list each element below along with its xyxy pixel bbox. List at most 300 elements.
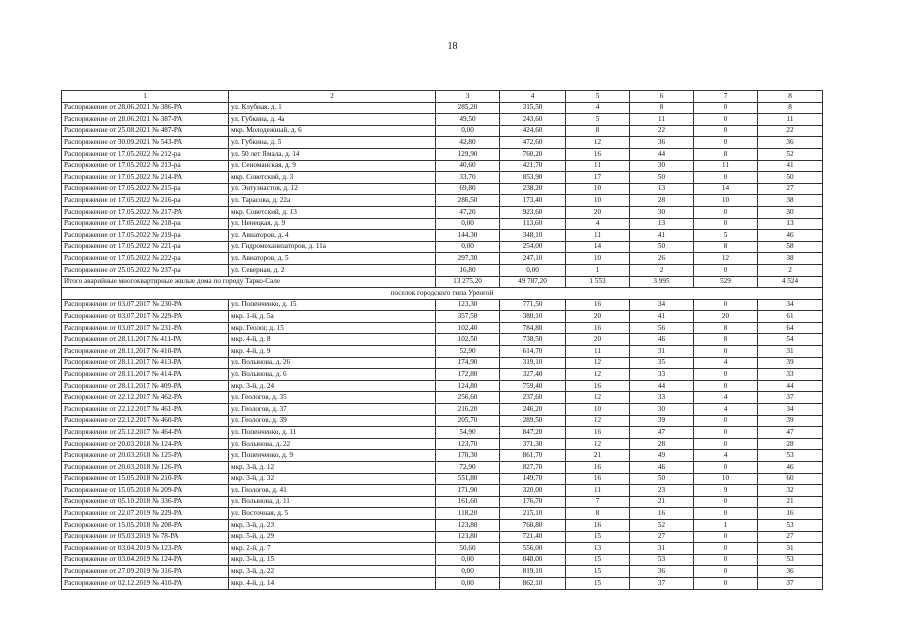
address-cell: ул. Авиаторов, д. 4 [229,230,436,242]
area-1-cell: 124,80 [436,380,500,392]
area-1-cell: 47,20 [436,206,500,218]
document-cell: Распоряжение от 03.04.2019 № 123-РА [62,543,229,555]
count-total-cell: 34 [758,299,823,311]
count-1-cell: 11 [566,485,630,497]
count-total-cell: 64 [758,322,823,334]
address-cell: ул. Волынова, д. 22 [229,438,436,450]
table-row [62,427,823,439]
area-2-cell: 49 787,20 [500,276,566,288]
area-1-cell: 285,20 [436,102,500,114]
address-cell: ул. Волынова, д. 26 [229,357,436,369]
address-cell: ул. Попенченко, д. 15 [229,299,436,311]
document-cell: Распоряжение от 22.12.2017 № 462-РА [62,392,229,404]
count-3-cell: 10 [694,195,758,207]
table-row [62,148,823,160]
area-1-cell: 0,00 [436,554,500,566]
count-1-cell: 8 [566,508,630,520]
count-3-cell: 11 [694,160,758,172]
count-2-cell: 21 [630,496,694,508]
address-cell: ул. Геологов, д. 37 [229,404,436,416]
area-2-cell: 320,00 [500,485,566,497]
column-header-6: 6 [630,91,694,103]
document-cell: Распоряжение от 17.05.2022 № 217-РА [62,206,229,218]
header-row [62,91,823,103]
area-2-cell: 738,50 [500,334,566,346]
count-1-cell: 12 [566,415,630,427]
address-cell: ул. Волынова, д. 11 [229,496,436,508]
area-1-cell: 102,50 [436,334,500,346]
count-3-cell: 14 [694,183,758,195]
area-1-cell: 42,80 [436,137,500,149]
count-total-cell: 47 [758,427,823,439]
count-3-cell: 5 [694,230,758,242]
document-cell: Распоряжение от 03.04.2019 № 124-РА [62,554,229,566]
count-3-cell: 0 [694,427,758,439]
section-title: поселок городского типа Уренгой [62,288,823,300]
count-1-cell: 16 [566,299,630,311]
count-1-cell: 7 [566,496,630,508]
area-1-cell: 40,60 [436,160,500,172]
count-1-cell: 13 [566,543,630,555]
count-total-cell: 4 524 [758,276,823,288]
area-1-cell: 551,80 [436,473,500,485]
area-1-cell: 0,00 [436,577,500,589]
document-cell: Распоряжение от 28.06.2021 № 386-РА [62,102,229,114]
document-cell: Распоряжение от 17.05.2022 № 212-ра [62,148,229,160]
count-2-cell: 34 [630,299,694,311]
area-2-cell: 847,20 [500,427,566,439]
document-cell: Распоряжение от 28.11.2017 № 414-РА [62,369,229,381]
count-total-cell: 38 [758,253,823,265]
document-cell: Распоряжение от 02.12.2019 № 410-РА [62,577,229,589]
table-row [62,508,823,520]
count-total-cell: 41 [758,160,823,172]
count-1-cell: 4 [566,218,630,230]
count-total-cell: 13 [758,218,823,230]
area-1-cell: 123,80 [436,519,500,531]
count-3-cell: 0 [694,218,758,230]
document-cell: Распоряжение от 30.09.2021 № 543-РА [62,137,229,149]
count-3-cell: 0 [694,462,758,474]
table-row [62,415,823,427]
count-2-cell: 31 [630,543,694,555]
count-total-cell: 32 [758,485,823,497]
document-cell: Распоряжение от 17.05.2022 № 214-РА [62,172,229,184]
count-1-cell: 16 [566,322,630,334]
count-3-cell: 8 [694,322,758,334]
area-2-cell: 771,50 [500,299,566,311]
document-cell: Распоряжение от 22.12.2017 № 460-РА [62,415,229,427]
address-cell: ул. Ненецкая, д. 9 [229,218,436,230]
document-cell: Распоряжение от 25.08.2021 № 487-РА [62,125,229,137]
count-1-cell: 8 [566,125,630,137]
area-1-cell: 170,30 [436,450,500,462]
table-row [62,218,823,230]
count-1-cell: 1 553 [566,276,630,288]
table-row [62,369,823,381]
count-1-cell: 21 [566,450,630,462]
area-1-cell: 357,50 [436,311,500,323]
table-row [62,322,823,334]
count-3-cell: 0 [694,206,758,218]
count-3-cell: 10 [694,473,758,485]
document-cell: Распоряжение от 15.05.2018 № 210-РА [62,473,229,485]
area-2-cell: 0,00 [500,264,566,276]
count-3-cell: 0 [694,531,758,543]
area-2-cell: 862,10 [500,577,566,589]
area-1-cell: 0,00 [436,125,500,137]
area-2-cell: 319,10 [500,357,566,369]
count-total-cell: 54 [758,334,823,346]
count-1-cell: 10 [566,195,630,207]
count-2-cell: 46 [630,334,694,346]
document-cell: Распоряжение от 22.07.2019 № 229-РА [62,508,229,520]
table-row [62,519,823,531]
table-row [62,357,823,369]
housing-table [61,90,823,590]
area-1-cell: 129,90 [436,148,500,160]
count-total-cell: 27 [758,183,823,195]
area-2-cell: 173,40 [500,195,566,207]
address-cell: мкр. 2-й, д. 7 [229,543,436,555]
area-2-cell: 247,10 [500,253,566,265]
area-2-cell: 923,60 [500,206,566,218]
count-2-cell: 37 [630,577,694,589]
document-cell: Распоряжение от 25.05.2022 № 237-ра [62,264,229,276]
count-2-cell: 11 [630,114,694,126]
table-row [62,577,823,589]
count-1-cell: 16 [566,462,630,474]
document-cell: Распоряжение от 17.05.2022 № 213-ра [62,160,229,172]
count-1-cell: 11 [566,346,630,358]
count-total-cell: 44 [758,380,823,392]
table-row [62,102,823,114]
address-cell: мкр. 4-й, д. 8 [229,334,436,346]
count-total-cell: 31 [758,346,823,358]
area-1-cell: 72,90 [436,462,500,474]
count-3-cell: 1 [694,519,758,531]
address-cell: мкр. 3-й, д. 32 [229,473,436,485]
address-cell: ул. Гидромеханизаторов, д. 11а [229,241,436,253]
document-cell: Распоряжение от 20.03.2018 № 125-РА [62,450,229,462]
area-1-cell: 297,30 [436,253,500,265]
address-cell: мкр. 3-й, д. 15 [229,554,436,566]
count-3-cell: 0 [694,299,758,311]
count-total-cell: 46 [758,462,823,474]
count-total-cell: 8 [758,102,823,114]
count-2-cell: 50 [630,473,694,485]
count-2-cell: 53 [630,554,694,566]
count-2-cell: 27 [630,531,694,543]
count-2-cell: 56 [630,322,694,334]
count-2-cell: 36 [630,137,694,149]
table-row [62,172,823,184]
count-1-cell: 20 [566,311,630,323]
count-1-cell: 12 [566,438,630,450]
count-2-cell: 44 [630,148,694,160]
area-2-cell: 113,60 [500,218,566,230]
area-1-cell: 118,20 [436,508,500,520]
count-3-cell: 0 [694,543,758,555]
count-3-cell: 4 [694,450,758,462]
count-total-cell: 50 [758,172,823,184]
column-header-8: 8 [758,91,823,103]
document-cell: Распоряжение от 05.10.2018 № 336-РА [62,496,229,508]
document-cell: Распоряжение от 20.03.2018 № 126-РА [62,462,229,474]
column-header-2: 2 [229,91,436,103]
table-row [62,450,823,462]
count-3-cell: 0 [694,415,758,427]
count-2-cell: 47 [630,427,694,439]
area-1-cell: 0,00 [436,566,500,578]
count-total-cell: 39 [758,357,823,369]
document-cell: Распоряжение от 22.12.2017 № 461-РА [62,404,229,416]
column-header-4: 4 [500,91,566,103]
area-2-cell: 237,60 [500,392,566,404]
area-2-cell: 380,10 [500,311,566,323]
column-header-5: 5 [566,91,630,103]
subtotal-row [62,276,823,288]
area-2-cell: 421,70 [500,160,566,172]
count-1-cell: 15 [566,566,630,578]
count-2-cell: 23 [630,485,694,497]
address-cell: мкр. Молодежный, д. 6 [229,125,436,137]
count-3-cell: 4 [694,404,758,416]
area-2-cell: 819,10 [500,566,566,578]
area-2-cell: 853,90 [500,172,566,184]
count-2-cell: 26 [630,253,694,265]
address-cell: мкр. 3-й, д. 23 [229,519,436,531]
document-cell: Распоряжение от 15.05.2018 № 209-РА [62,485,229,497]
count-2-cell: 33 [630,392,694,404]
area-2-cell: 759,40 [500,380,566,392]
table-row [62,473,823,485]
count-total-cell: 58 [758,241,823,253]
table-row [62,346,823,358]
count-3-cell: 8 [694,334,758,346]
count-2-cell: 3 995 [630,276,694,288]
count-3-cell: 0 [694,137,758,149]
area-2-cell: 315,50 [500,102,566,114]
count-2-cell: 49 [630,450,694,462]
area-2-cell: 861,70 [500,450,566,462]
count-1-cell: 15 [566,577,630,589]
document-cell: Распоряжение от 15.05.2018 № 208-РА [62,519,229,531]
table-row [62,496,823,508]
document-cell: Распоряжение от 17.05.2022 № 218-ра [62,218,229,230]
area-2-cell: 784,80 [500,322,566,334]
count-total-cell: 53 [758,450,823,462]
document-cell: Распоряжение от 28.11.2017 № 410-РА [62,346,229,358]
table-row [62,195,823,207]
count-3-cell: 8 [694,241,758,253]
area-2-cell: 289,50 [500,415,566,427]
count-2-cell: 2 [630,264,694,276]
count-3-cell: 0 [694,125,758,137]
count-3-cell: 0 [694,369,758,381]
area-2-cell: 243,60 [500,114,566,126]
area-1-cell: 205,70 [436,415,500,427]
count-total-cell: 61 [758,311,823,323]
count-3-cell: 0 [694,380,758,392]
area-2-cell: 760,80 [500,519,566,531]
count-3-cell: 9 [694,485,758,497]
table-row [62,299,823,311]
count-2-cell: 8 [630,102,694,114]
count-2-cell: 50 [630,241,694,253]
area-2-cell: 327,40 [500,369,566,381]
count-1-cell: 10 [566,183,630,195]
count-1-cell: 16 [566,427,630,439]
area-1-cell: 174,90 [436,357,500,369]
count-total-cell: 46 [758,230,823,242]
area-2-cell: 215,10 [500,508,566,520]
table-row [62,543,823,555]
subtotal-label: Итого аварийные многоквартирные жилые дома по городу Тарко-Сале [62,276,436,288]
area-1-cell: 0,00 [436,218,500,230]
document-cell: Распоряжение от 25.12.2017 № 464-РА [62,427,229,439]
count-total-cell: 60 [758,473,823,485]
count-total-cell: 36 [758,566,823,578]
table-row [62,311,823,323]
document-cell: Распоряжение от 17.05.2022 № 222-ра [62,253,229,265]
address-cell: ул. Губкина, д. 5 [229,137,436,149]
table-row [62,230,823,242]
table-row [62,404,823,416]
count-1-cell: 11 [566,230,630,242]
count-total-cell: 34 [758,404,823,416]
table-row [62,485,823,497]
count-3-cell: 0 [694,566,758,578]
area-1-cell: 13 275,20 [436,276,500,288]
table-row [62,125,823,137]
document-cell: Распоряжение от 28.11.2017 № 413-РА [62,357,229,369]
area-1-cell: 54,90 [436,427,500,439]
document-cell: Распоряжение от 28.11.2017 № 411-РА [62,334,229,346]
table-row [62,114,823,126]
table-row [62,554,823,566]
count-1-cell: 10 [566,404,630,416]
table-row [62,183,823,195]
count-3-cell: 0 [694,346,758,358]
area-1-cell: 123,80 [436,531,500,543]
area-2-cell: 149,70 [500,473,566,485]
address-cell: мкр. 3-й, д. 22 [229,566,436,578]
address-cell: мкр. 1-й, д. 5а [229,311,436,323]
count-1-cell: 17 [566,172,630,184]
count-2-cell: 30 [630,160,694,172]
area-1-cell: 171,90 [436,485,500,497]
area-2-cell: 176,70 [500,496,566,508]
address-cell: ул. Геологов, д. 35 [229,392,436,404]
count-2-cell: 35 [630,357,694,369]
count-1-cell: 16 [566,148,630,160]
area-1-cell: 49,50 [436,114,500,126]
count-2-cell: 16 [630,508,694,520]
document-cell: Распоряжение от 28.11.2017 № 409-РА [62,380,229,392]
count-2-cell: 28 [630,195,694,207]
area-2-cell: 424,60 [500,125,566,137]
count-2-cell: 30 [630,206,694,218]
count-total-cell: 53 [758,519,823,531]
table-row [62,264,823,276]
table-row [62,137,823,149]
count-2-cell: 50 [630,172,694,184]
area-1-cell: 16,80 [436,264,500,276]
area-1-cell: 52,90 [436,346,500,358]
count-3-cell: 0 [694,496,758,508]
count-1-cell: 12 [566,137,630,149]
count-3-cell: 12 [694,253,758,265]
area-1-cell: 144,30 [436,230,500,242]
count-1-cell: 14 [566,241,630,253]
area-1-cell: 69,80 [436,183,500,195]
table-row [62,392,823,404]
count-1-cell: 16 [566,473,630,485]
area-1-cell: 161,60 [436,496,500,508]
count-1-cell: 20 [566,334,630,346]
area-2-cell: 371,30 [500,438,566,450]
address-cell: мкр. Геолог, д. 15 [229,322,436,334]
count-total-cell: 31 [758,543,823,555]
count-2-cell: 33 [630,369,694,381]
address-cell: мкр. 4-й, д. 9 [229,346,436,358]
column-header-1: 1 [62,91,229,103]
document-cell: Распоряжение от 17.05.2022 № 221-ра [62,241,229,253]
address-cell: мкр. 3-й, д. 24 [229,380,436,392]
count-total-cell: 53 [758,554,823,566]
document-cell: Распоряжение от 17.05.2022 № 215-ра [62,183,229,195]
address-cell: ул. Геологов, д. 41 [229,485,436,497]
document-cell: Распоряжение от 17.05.2022 № 216-ра [62,195,229,207]
count-1-cell: 12 [566,357,630,369]
area-2-cell: 721,40 [500,531,566,543]
table-row [62,241,823,253]
count-total-cell: 37 [758,392,823,404]
address-cell: ул. Энтузиастов, д. 12 [229,183,436,195]
count-1-cell: 1 [566,264,630,276]
count-3-cell: 0 [694,102,758,114]
count-3-cell: 4 [694,357,758,369]
address-cell: ул. Попенченко, д. 9 [229,450,436,462]
address-cell: ул. 50 лет Ямала, д. 14 [229,148,436,160]
column-header-3: 3 [436,91,500,103]
document-cell: Распоряжение от 05.03.2019 № 78-РА [62,531,229,543]
column-header-7: 7 [694,91,758,103]
area-1-cell: 33,70 [436,172,500,184]
table-row [62,334,823,346]
count-2-cell: 41 [630,311,694,323]
count-2-cell: 28 [630,438,694,450]
count-1-cell: 20 [566,206,630,218]
count-total-cell: 30 [758,206,823,218]
address-cell: мкр. Советский, д. 13 [229,206,436,218]
table-row [62,566,823,578]
table-row [62,462,823,474]
address-cell: ул. Северная, д. 2 [229,264,436,276]
count-total-cell: 38 [758,195,823,207]
area-2-cell: 827,70 [500,462,566,474]
count-1-cell: 4 [566,102,630,114]
count-1-cell: 15 [566,554,630,566]
table-row [62,160,823,172]
count-3-cell: 0 [694,264,758,276]
count-3-cell: 0 [694,438,758,450]
area-2-cell: 238,20 [500,183,566,195]
count-2-cell: 13 [630,218,694,230]
address-cell: мкр. 5-й, д. 29 [229,531,436,543]
address-cell: ул. Губкина, д. 4а [229,114,436,126]
